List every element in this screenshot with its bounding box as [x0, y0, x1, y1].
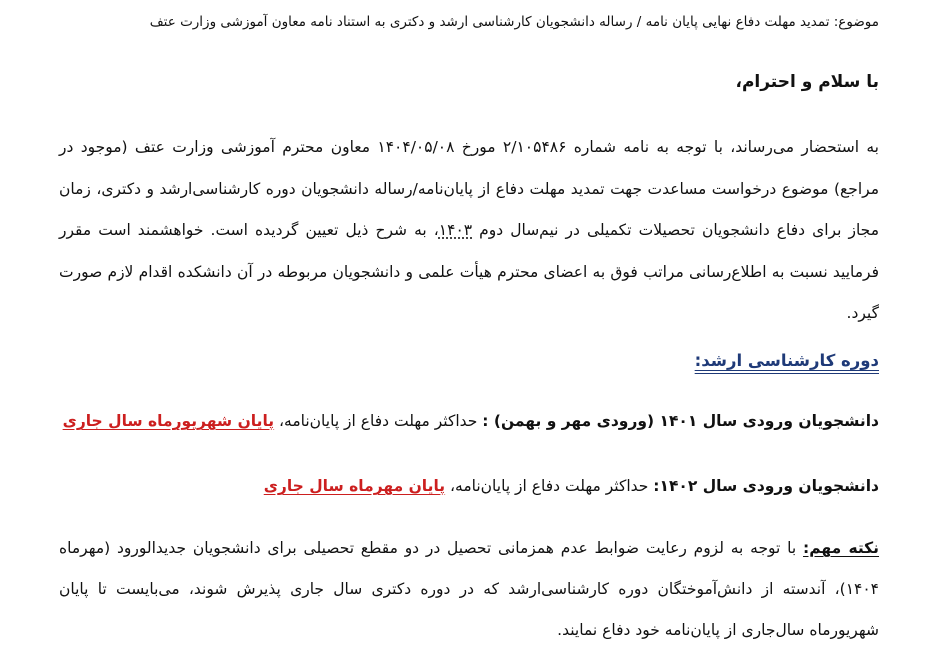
rule-text: حداکثر مهلت دفاع از پایان‌نامه، [274, 412, 483, 430]
cohort-label: دانشجویان ورودی سال ۱۴۰۱ (ورودی مهر و بهمن) : [482, 412, 879, 430]
letter-subject: موضوع: تمدید مهلت دفاع نهایی پایان نامه / رساله دانشجویان کارشناسی ارشد و دکتری به استناد نامه معاون آموزشی وزارت عتف [149, 14, 879, 30]
deadline-highlight: پایان شهریورماه سال جاری [62, 412, 275, 430]
deadline-highlight: پایان مهرماه سال جاری [263, 477, 446, 495]
intro-text-part1: به استحضار می‌رساند، با توجه به نامه شماره ۲/۱۰۵۴۸۶ مورخ ۱۴۰۴/۰۵/۰۸ معاون محترم آموزشی وزارت عتف (موجود در مراجع) موضوع درخواست مساعدت جهت تمدید مهلت دفاع از پایان‌نامه/رساله دانشجویان دوره کارشناسی‌ارشد و دکتری، زمان مجاز برای دفاع دانشجویان تحصیلات تکمیلی در نیم‌سال دوم [59, 138, 879, 239]
note-text: با توجه به لزوم رعایت ضوابط عدم همزمانی تحصیل در دو مقطع تحصیلی برای دانشجویان جدیدالورود (مهرماه ۱۴۰۴)، آندسته از دانش‌آموختگان دوره کارشناسی‌ارشد که در دوره دکتری سال جاری پذیرش شوند، می‌بایست تا پایان شهریورماه سال‌جاری از پایان‌نامه خود دفاع نمایند. [59, 539, 879, 639]
deadline-rule-1401 [59, 408, 879, 434]
note-label: نکته مهم: [803, 539, 880, 557]
rule-text: حداکثر مهلت دفاع از پایان‌نامه، [445, 477, 654, 495]
cohort-label: دانشجویان ورودی سال ۱۴۰۲: [653, 477, 879, 495]
intro-text-part2: ، به شرح ذیل تعیین گردیده است. خواهشمند است مقرر فرمایید نسبت به اطلاع‌رسانی مراتب فوق به اعضای محترم هیأت علمی و دانشجویان مربوطه در آن دانشکده اقدام لازم صورت گیرد. [59, 221, 879, 322]
intro-paragraph [59, 127, 879, 335]
important-note [59, 528, 879, 651]
salutation: با سلام و احترام، [735, 72, 879, 92]
deadline-rule-1402 [59, 473, 879, 499]
section-heading-masters: دوره کارشناسی ارشد: [694, 351, 879, 370]
semester-year: ۱۴۰۳ [438, 221, 473, 239]
